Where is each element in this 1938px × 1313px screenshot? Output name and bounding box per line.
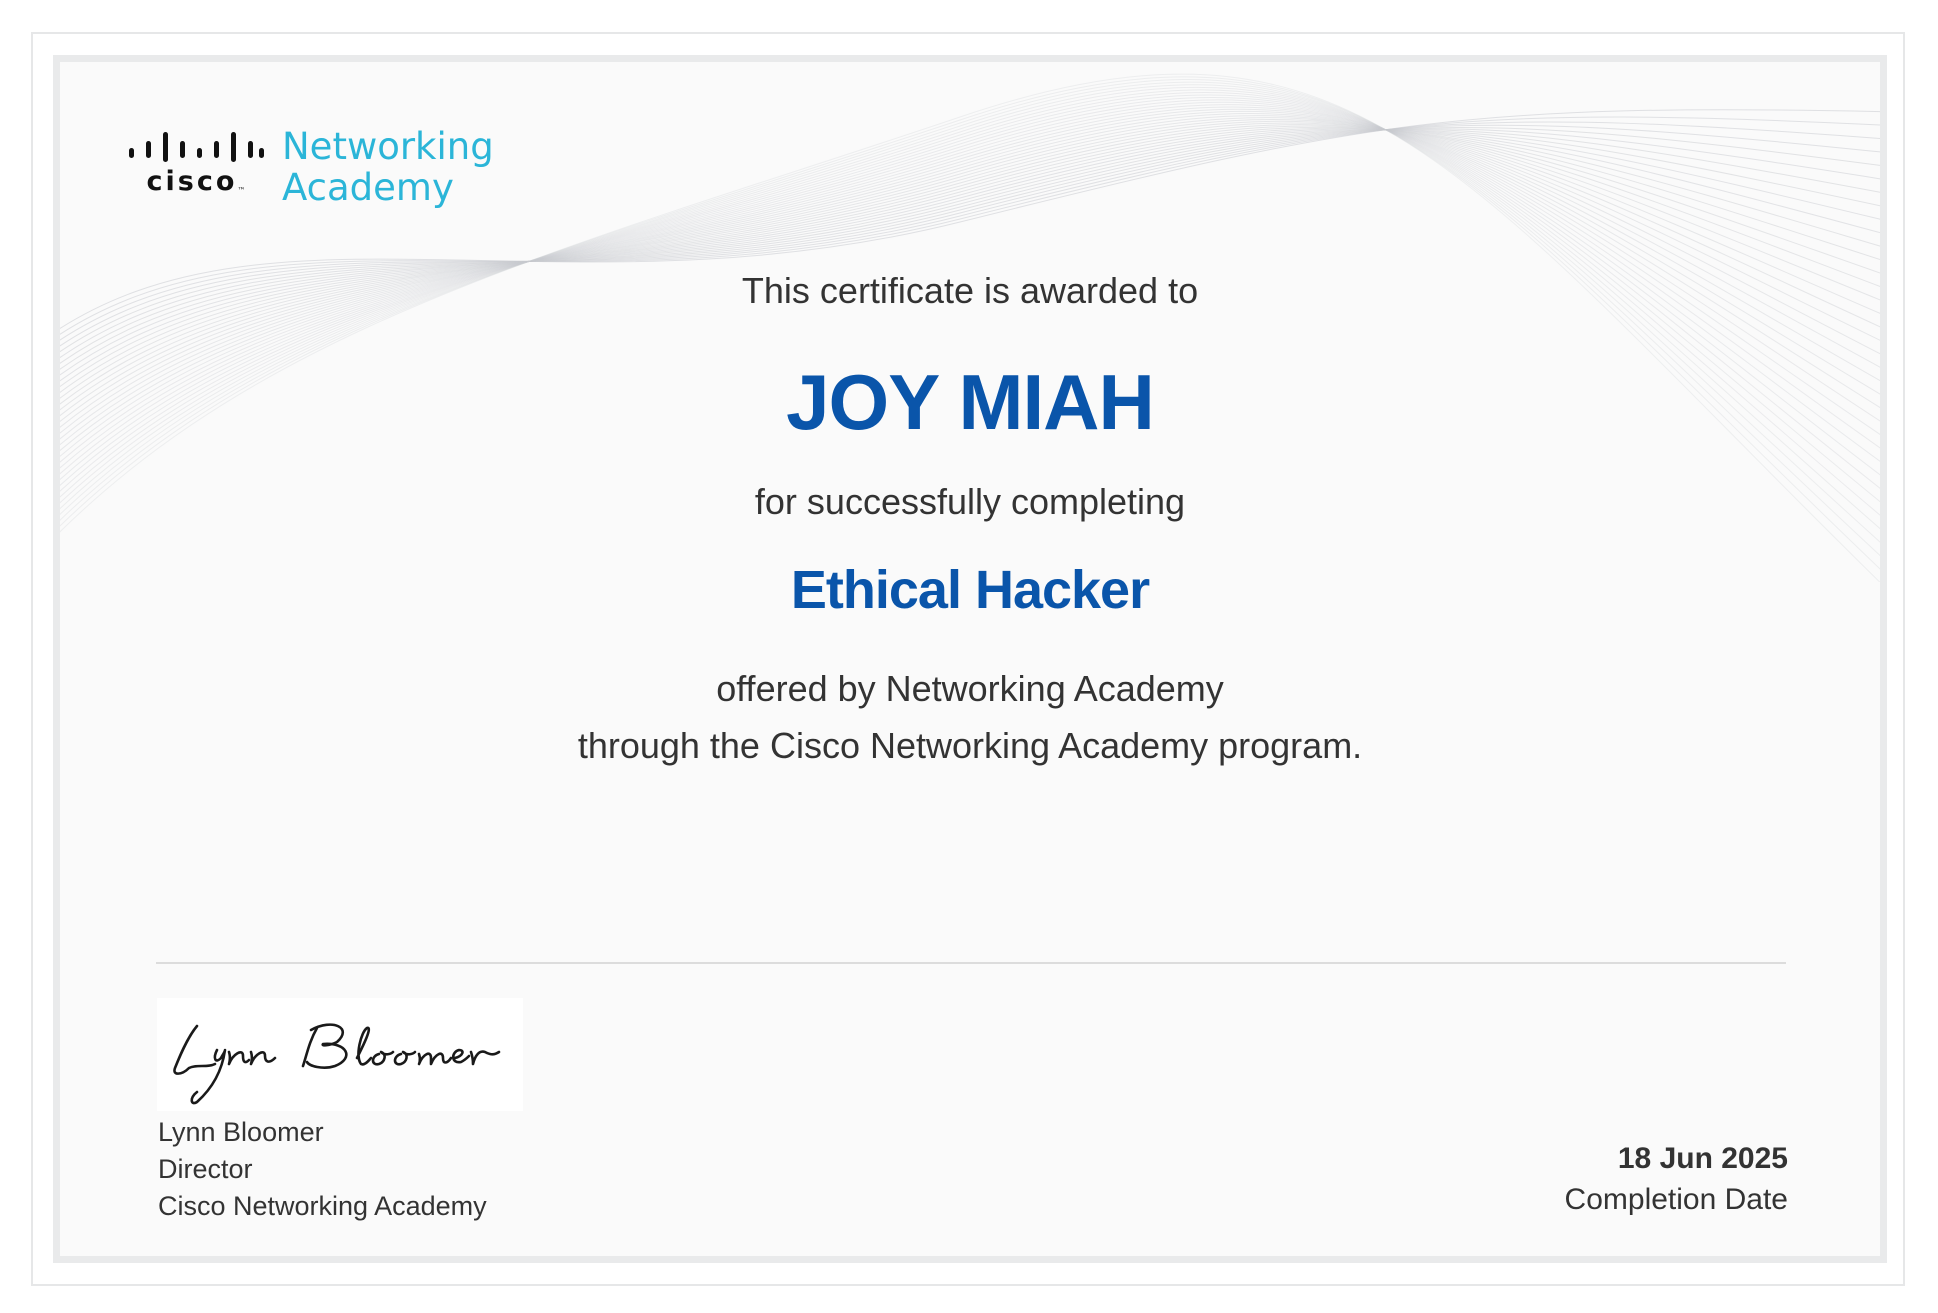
- offered-line-2: through the Cisco Networking Academy program.: [577, 725, 1363, 766]
- completion-date-block: [1565, 1138, 1788, 1220]
- offered-line-1: offered by Networking Academy: [716, 668, 1224, 709]
- signatory-title: Director: [158, 1154, 253, 1184]
- certificate-frame: [53, 55, 1887, 1263]
- recipient-name: JOY MIAH: [786, 358, 1154, 446]
- handwritten-signature: [157, 998, 523, 1111]
- cisco-bars-icon: [127, 130, 265, 164]
- signatory-organization: Cisco Networking Academy: [158, 1191, 487, 1221]
- logo-line-academy: Academy: [282, 166, 454, 209]
- course-name: Ethical Hacker: [790, 560, 1150, 620]
- cisco-wordmark: cisco™: [146, 166, 246, 197]
- offered-by-text: [60, 660, 1880, 774]
- awarded-text: This certificate is awarded to: [741, 270, 1199, 311]
- completion-date: 18 Jun 2025: [1617, 1142, 1788, 1175]
- signatory-details: [158, 1114, 487, 1225]
- cisco-networking-academy-logo: [126, 125, 494, 209]
- signature-image: [157, 998, 523, 1111]
- cisco-mark: [126, 130, 266, 195]
- signatory-name: Lynn Bloomer: [158, 1117, 324, 1147]
- logo-line-networking: Networking: [282, 125, 494, 168]
- completing-text: for successfully completing: [754, 481, 1186, 522]
- completion-date-label: Completion Date: [1564, 1183, 1788, 1216]
- networking-academy-wordmark: [282, 126, 494, 208]
- signature-divider: [156, 962, 1786, 964]
